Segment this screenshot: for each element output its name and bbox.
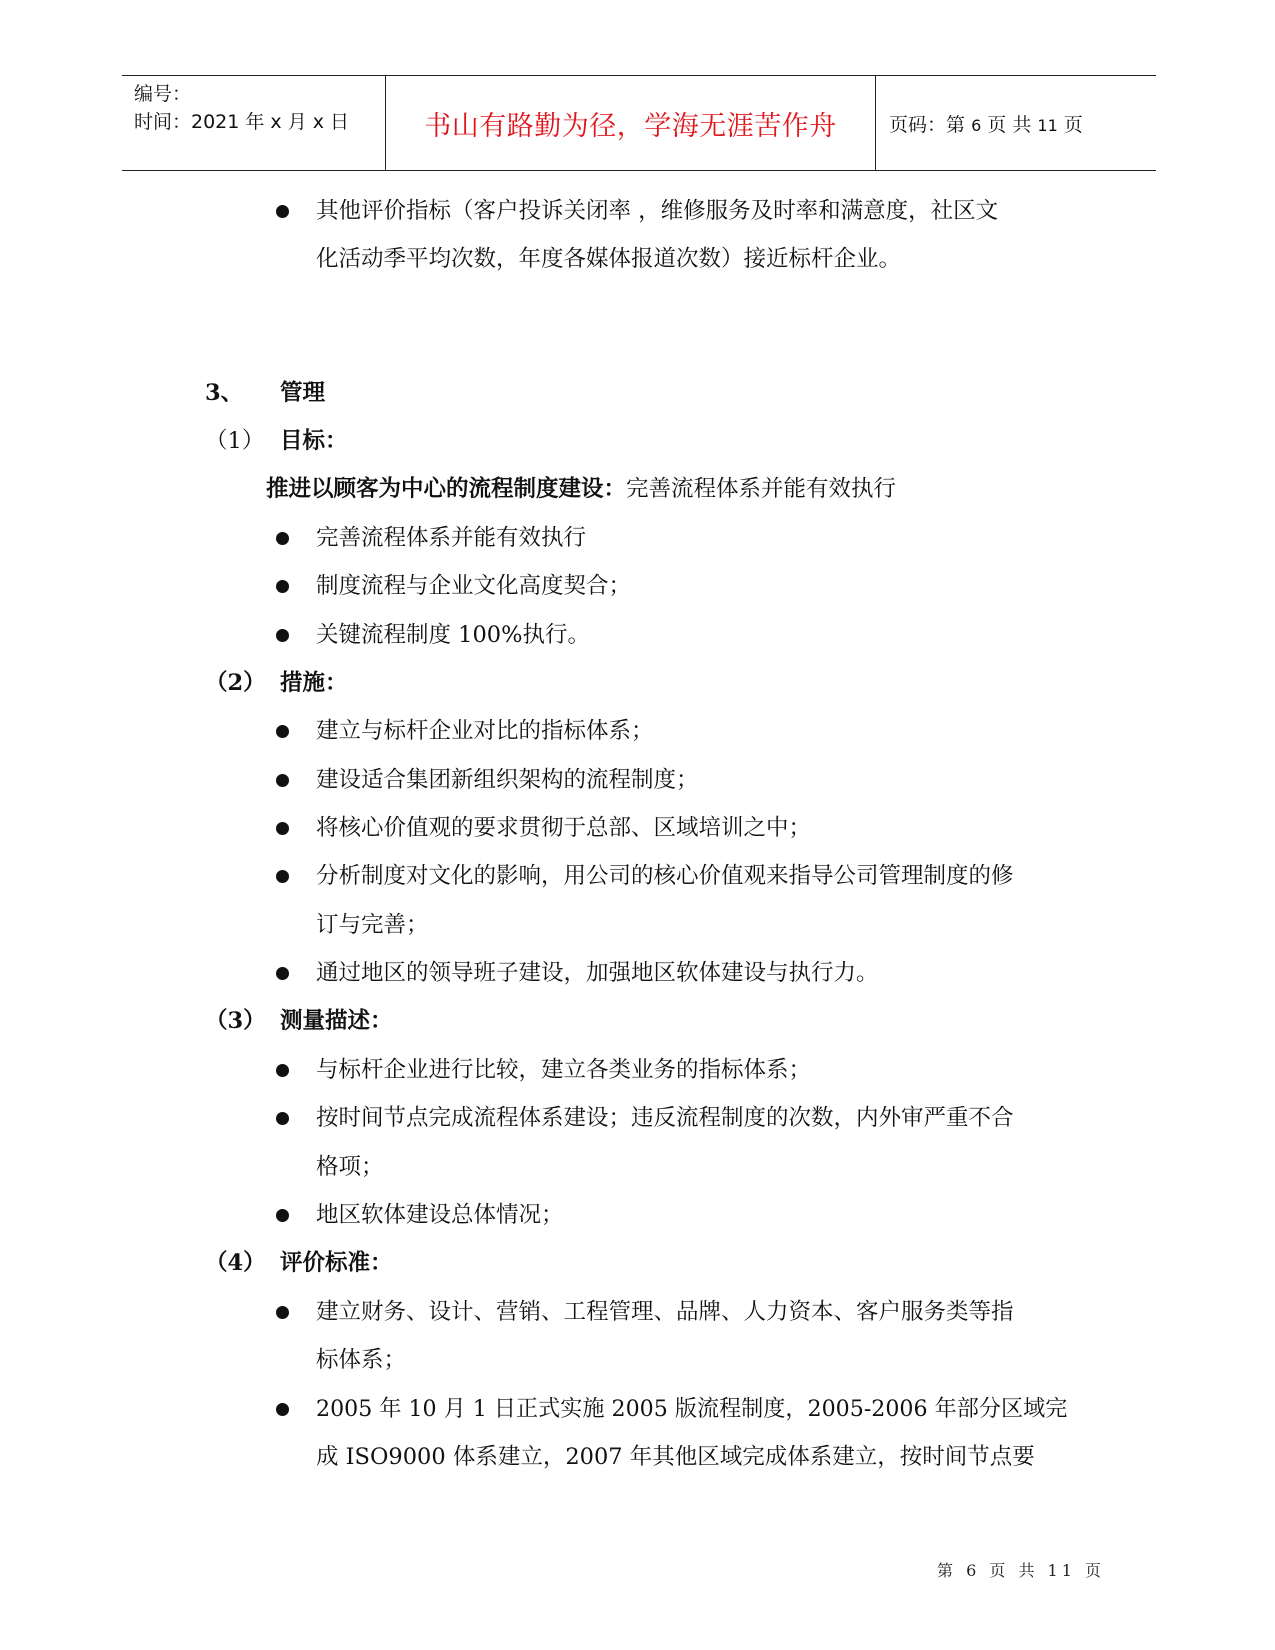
page-total: 11 bbox=[1037, 116, 1058, 135]
bullet-icon bbox=[276, 822, 289, 835]
subsection-number: （3） bbox=[205, 1008, 266, 1034]
bullet-icon bbox=[276, 1064, 289, 1077]
list-item: 与标杆企业进行比较，建立各类业务的指标体系； bbox=[316, 1057, 812, 1083]
list-item: 通过地区的领导班子建设，加强地区软体建设与执行力。 bbox=[316, 960, 879, 986]
subsection-number: （1） bbox=[205, 428, 265, 454]
list-item-continuation: 标体系； bbox=[316, 1347, 407, 1373]
bullet-icon bbox=[276, 870, 289, 883]
bullet-icon bbox=[276, 532, 289, 545]
list-item: 2005 年 10 月 1 日正式实施 2005 版流程制度，2005-2006 年部分区域完 bbox=[316, 1396, 1068, 1422]
paragraph-line: 其他评价指标（客户投诉关闭率 ，维修服务及时率和满意度，社区文 bbox=[316, 198, 999, 224]
bullet-icon bbox=[276, 580, 289, 593]
list-item: 按时间节点完成流程体系建设；违反流程制度的次数，内外审严重不合 bbox=[316, 1105, 1014, 1131]
list-item: 地区软体建设总体情况； bbox=[316, 1202, 564, 1228]
motto: 书山有路勤为径，学海无涯苦作舟 bbox=[424, 111, 837, 142]
list-item: 制度流程与企业文化高度契合； bbox=[316, 573, 632, 599]
page-prefix: 页码：第 bbox=[889, 114, 966, 136]
page-number: 6 bbox=[971, 116, 982, 135]
header-page-cell bbox=[875, 76, 1156, 170]
page-footer: 第 6 页 共 11 页 bbox=[937, 1561, 1105, 1580]
header-motto-cell bbox=[385, 76, 876, 170]
header-meta-cell bbox=[122, 76, 385, 170]
goal-bold: 推进以顾客为中心的流程制度建设： bbox=[266, 476, 627, 502]
list-item: 建立财务、设计、营销、工程管理、品牌、人力资本、客户服务类等指 bbox=[316, 1299, 1014, 1325]
bullet-icon bbox=[276, 629, 289, 642]
paragraph-line: 化活动季平均次数，年度各媒体报道次数）接近标杆企业。 bbox=[316, 246, 902, 272]
subsection-title: 目标： bbox=[280, 428, 348, 454]
serial-label: 编号： bbox=[134, 83, 192, 105]
bullet-icon bbox=[276, 725, 289, 738]
list-item: 完善流程体系并能有效执行 bbox=[316, 525, 587, 551]
section-title: 管理 bbox=[280, 380, 326, 406]
bullet-icon bbox=[276, 1112, 289, 1125]
bullet-icon bbox=[276, 1403, 289, 1416]
bullet-icon bbox=[276, 1209, 289, 1222]
section-number: 3、 bbox=[205, 380, 244, 406]
page-suffix: 页 bbox=[1063, 114, 1083, 136]
bullet-icon bbox=[276, 967, 289, 980]
subsection-title: 评价标准： bbox=[280, 1250, 393, 1276]
subsection-number: （2） bbox=[205, 670, 266, 696]
goal-rest: 完善流程体系并能有效执行 bbox=[626, 476, 897, 502]
bullet-icon bbox=[276, 205, 289, 218]
list-item-continuation: 格项； bbox=[316, 1154, 384, 1180]
date-label: 时间：2021 年 x 月 x 日 bbox=[134, 111, 350, 133]
list-item: 建立与标杆企业对比的指标体系； bbox=[316, 718, 654, 744]
bullet-icon bbox=[276, 1306, 289, 1319]
subsection-number: （4） bbox=[205, 1250, 266, 1276]
subsection-title: 测量描述： bbox=[280, 1008, 393, 1034]
list-item: 将核心价值观的要求贯彻于总部、区域培训之中； bbox=[316, 815, 812, 841]
list-item-continuation: 成 ISO9000 体系建立，2007 年其他区域完成体系建立，按时间节点要 bbox=[316, 1444, 1035, 1470]
page-mid: 页 共 bbox=[987, 114, 1032, 136]
list-item: 分析制度对文化的影响，用公司的核心价值观来指导公司管理制度的修 bbox=[316, 863, 1014, 889]
page-header bbox=[122, 75, 1156, 171]
page-indicator bbox=[889, 110, 1083, 137]
bullet-icon bbox=[276, 774, 289, 787]
goal-statement bbox=[266, 474, 896, 504]
list-item-continuation: 订与完善； bbox=[316, 912, 429, 938]
subsection-title: 措施： bbox=[280, 670, 348, 696]
list-item: 建设适合集团新组织架构的流程制度； bbox=[316, 767, 699, 793]
list-item: 关键流程制度 100%执行。 bbox=[316, 622, 590, 648]
